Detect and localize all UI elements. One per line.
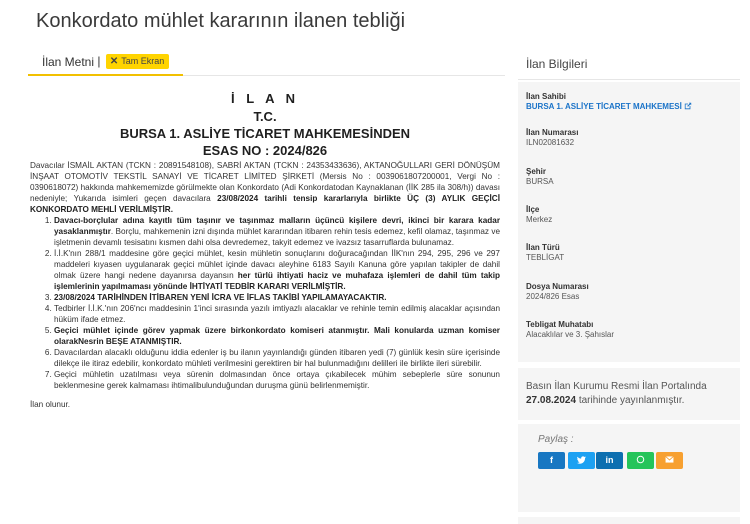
share-title: Paylaş : (538, 434, 574, 445)
doc-closing: İlan olunur. (30, 400, 71, 409)
sidebar-title: İlan Bilgileri (526, 57, 588, 71)
info-addressee (526, 320, 614, 340)
external-link-icon[interactable] (684, 102, 692, 110)
info-file (526, 282, 589, 302)
fullscreen-label: Tam Ekran (121, 56, 165, 67)
doc-heading-ilan: İ L A N (231, 91, 299, 106)
publication-suffix: tarihinde yayınlanmıştır. (578, 395, 685, 406)
sidebar-header (518, 50, 740, 80)
info-owner-label: İlan Sahibi (526, 92, 567, 101)
list-item (54, 248, 500, 292)
doc-heading-court: BURSA 1. ASLİYE TİCARET MAHKEMESİNDEN (119, 126, 411, 141)
tab-separator: | (97, 54, 101, 68)
item-text: Tedbirler İ.İ.K.'nın 206'ncı maddesinin 1'inci sırasında yazılı imtiyazlı alacaklar ve rehinle temin edilmiş alacaklar açısından hüküm ifade etmez. (54, 304, 500, 324)
publication-text: Basın İlan Kurumu Resmi İlan Portalında (526, 381, 707, 392)
publication-box (518, 368, 740, 420)
info-city (526, 167, 554, 187)
doc-heading-tc: T.C. (253, 109, 277, 124)
tab-label: İlan Metni (42, 54, 95, 69)
info-panel (518, 82, 740, 362)
sidebar-bottom-box (518, 517, 740, 524)
intro-bold: 23/08/2024 tarihli tensip kararlarıyla birlikte ÜÇ (3) AYLIK GEÇİCİ KONKORDATO MEHLİ VERİLMİŞTİR. (30, 194, 500, 214)
share-linkedin-button[interactable] (596, 452, 623, 469)
tab-bar (28, 50, 505, 76)
item-bold: 23/08/2024 TARİHİNDEN İTİBAREN YENİ İCRA VE İFLAS TAKİBİ YAPILAMAYACAKTIR. (54, 293, 387, 302)
publication-date: 27.08.2024 (526, 395, 577, 406)
info-district (526, 205, 552, 225)
list-item (54, 215, 500, 248)
info-type-label: İlan Türü (526, 243, 560, 252)
item-text: Geçici mühletin uzatılması veya sürenin dolmasından önce ortaya çıkabilecek mühim sebeplerle süre sonunun beklenmesine gerek kalmaması ihtimalibulunduğundan duruşma günü belirlenmemiştir. (54, 370, 500, 390)
info-addressee-label: Tebligat Muhatabı (526, 320, 594, 329)
share-box (518, 424, 740, 512)
info-addressee-value: Alacaklılar ve 3. Şahıslar (526, 330, 615, 339)
expand-icon: ✕ (109, 56, 119, 68)
fullscreen-button[interactable] (106, 54, 169, 69)
share-whatsapp-button[interactable] (627, 452, 654, 469)
item-text: İ.İ.K'nın 288/1 maddesine göre geçici mühlet, kesin mühletin sonuçlarını doğuracağından İİK'nın 294, 295, 296 ve 297 maddeleri kıyasen uygulanarak geçici mühlet içinde davacı aleyhine 6183 Sayılı Kanuna göre yapılan takipler de dahil olmak üzere hangi nedene dayanırsa dayansın (54, 249, 500, 280)
linkedin-icon: in (605, 455, 614, 465)
info-city-value: BURSA (526, 177, 554, 186)
info-number-value: ILN02081632 (526, 138, 575, 147)
info-type (526, 243, 564, 263)
info-district-value: Merkez (526, 215, 553, 224)
intro-text: Davacılar İSMAİL AKTAN (TCKN : 20891548108), SABRİ AKTAN (TCKN : 24353433636), AKTANOĞULLARI GERİ DÖNÜŞÜM İNŞAAT OTOMOTİV TEKSTİL SANAYİ VE TİCARET LİMİTED ŞİRKETİ (Mersis No : 0039061807200001, Vergi No : 0390618072) hakkında mahkememizde görülmekte olan Konkordato (Adi Konkordatodan Kaynaklanan (İİK 285 ila 308/h)) davası nedeniyle; Yukarıda isimleri geçen davacılara (30, 161, 500, 203)
info-owner-link[interactable] (526, 102, 692, 112)
page-title: Konkordato mühlet kararının ilanen tebliği (36, 10, 406, 32)
list-item (54, 303, 500, 325)
share-email-button[interactable] (656, 452, 683, 469)
item-bold: Davacı-borçlular adına kayıtlı tüm taşınır ve taşınmaz malların üçüncü kişilere devri, ikinci bir karara kadar yasaklanmıştır (54, 216, 500, 236)
list-item (54, 325, 500, 347)
announcement-document (30, 92, 500, 410)
whatsapp-icon (636, 455, 645, 464)
twitter-icon (577, 456, 586, 464)
item-text: Davacılardan alacaklı olduğunu iddia edenler iş bu ilanın yayınlandığı günden itibaren yedi (7) günlük kesin süre içerisinde dilekçe ile itiraz edebilir, konkordato mühleti verilmesini gerektiren bir hal bulunmadığını delilleri ile birlikte ileri sürebilir. (54, 348, 500, 368)
info-type-value: TEBLİGAT (526, 253, 565, 262)
info-district-label: İlçe (526, 205, 540, 214)
doc-heading-esas: ESAS NO : 2024/826 (202, 143, 328, 158)
item-bold: her türlü ihtiyati haciz ve muhafaza işlemleri de dahil tüm takip işlemlerinin yapılmaması yönünde İHTİYATİ TEDBİR KARARI VERİLMİŞTİR. (54, 271, 500, 291)
item-text: . Borçlu, mahkemenin izni dışında mühlet kararından itibaren rehin tesis edemez, kefil olamaz, taşınmaz ve işletmenin devamlı tesisatını kısmen dahi olsa devredemez, takyit edemez ve ivazsız tasarruflarda bulunamaz. (54, 227, 500, 247)
info-owner (526, 92, 692, 112)
list-item (54, 369, 500, 391)
info-number-label: İlan Numarası (526, 128, 579, 137)
info-city-label: Şehir (526, 167, 547, 176)
list-item (54, 347, 500, 369)
owner-link-text[interactable]: BURSA 1. ASLİYE TİCARET MAHKEMESİ (526, 102, 682, 111)
share-twitter-button[interactable] (568, 452, 595, 469)
info-number (526, 128, 578, 148)
email-icon (665, 456, 674, 463)
tab-ilan-metni[interactable] (28, 50, 183, 76)
item-bold: Geçici mühlet içinde görev yapmak üzere birkonkordato komiseri atanmıştır. Mali konularda uzman komiser olarakNesrin BEŞE ATANMIŞTIR. (54, 326, 500, 346)
info-file-value: 2024/826 Esas (526, 292, 580, 301)
doc-intro (30, 160, 500, 215)
list-item (54, 292, 500, 303)
facebook-icon: f (550, 455, 553, 465)
share-facebook-button[interactable] (538, 452, 565, 469)
info-file-label: Dosya Numarası (526, 282, 589, 291)
doc-items-list (46, 215, 500, 391)
